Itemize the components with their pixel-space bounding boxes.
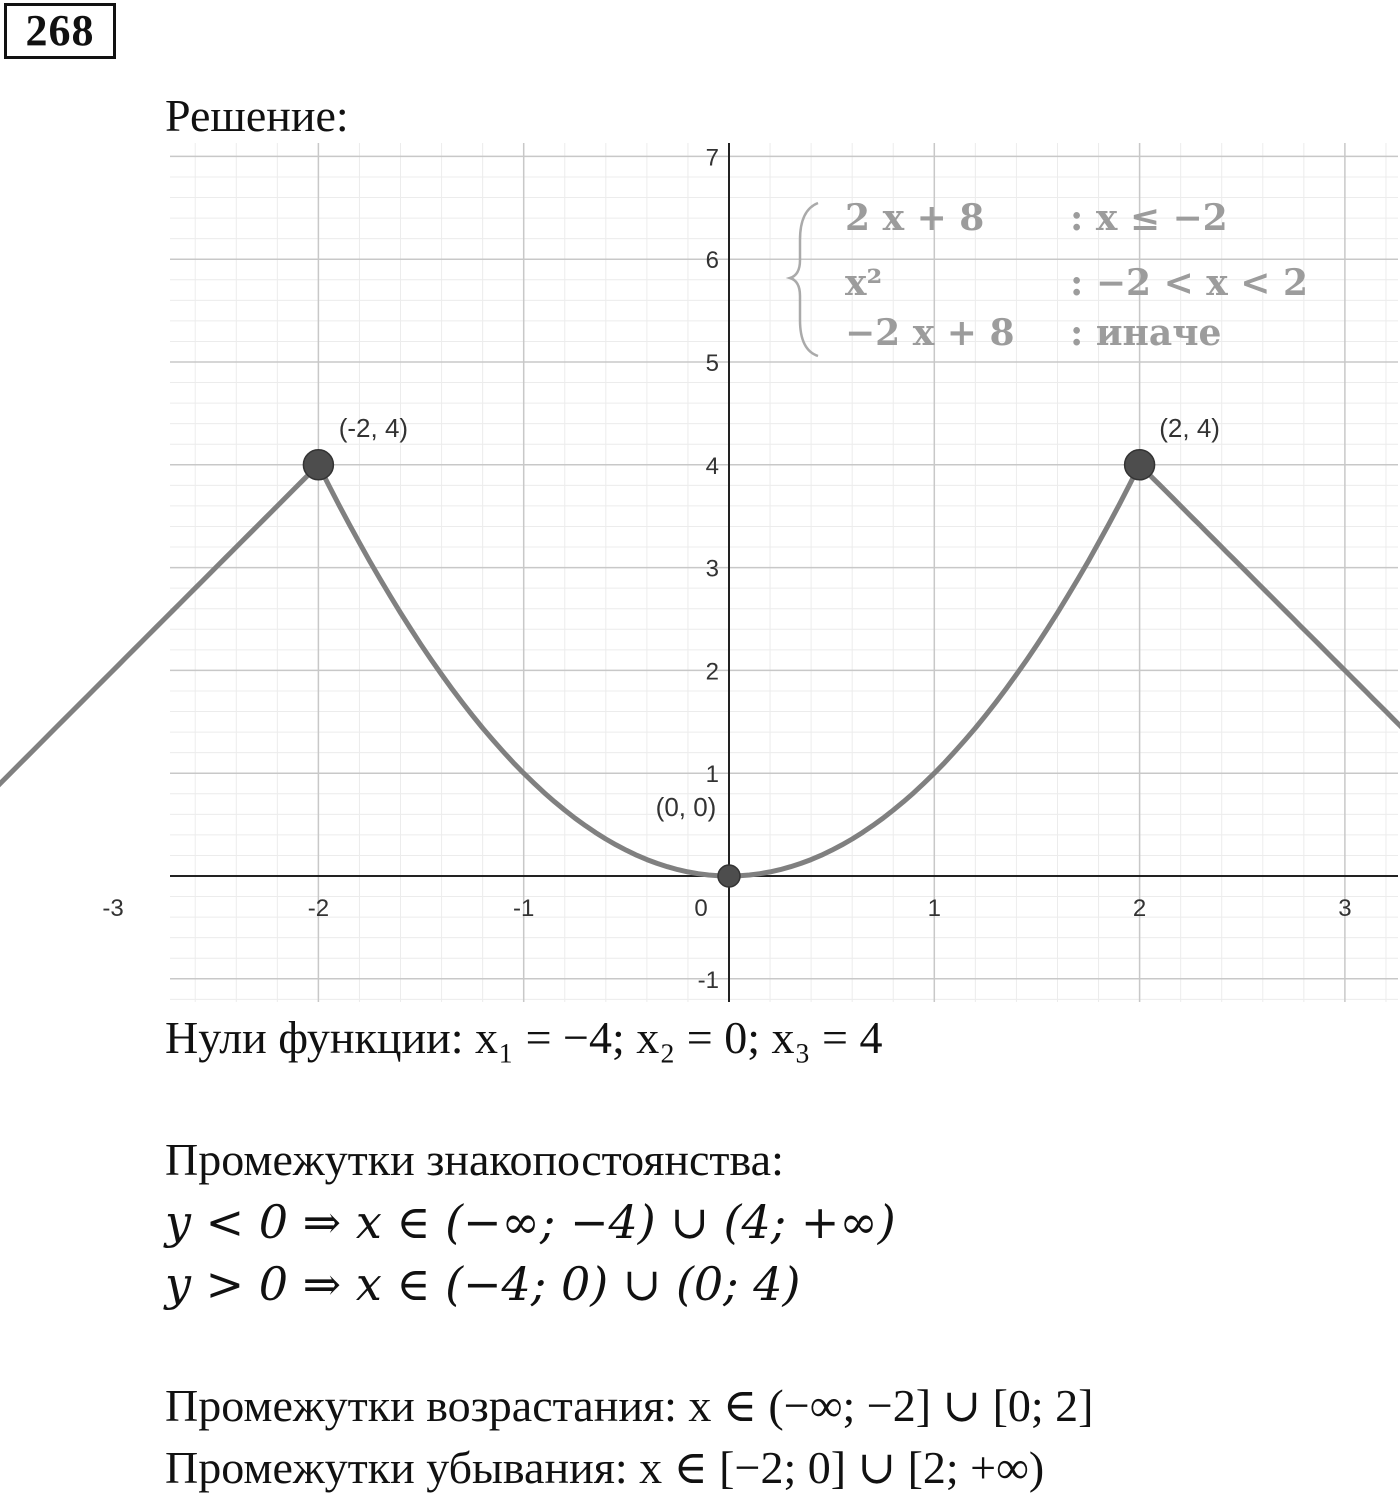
point-label: (2, 4) (1159, 412, 1220, 443)
zeros-line: Нули функции: x₁ = −4; x₂ = 0; x₃ = 4 (165, 1012, 883, 1063)
legend-cond: : x ≤ −2 (1070, 197, 1228, 239)
sign-negative: y < 0 ⇒ x ∈ (−∞; −4) ∪ (4; +∞) (165, 1195, 896, 1249)
legend-cond: : иначе (1070, 312, 1222, 354)
y-tick-label: 7 (705, 144, 719, 172)
legend-expr: 2 x + 8 (845, 197, 985, 239)
point-marker (303, 450, 333, 480)
x-tick-label: -3 (102, 895, 124, 922)
x-tick-label: -2 (307, 895, 330, 922)
x-tick-label: 2 (1132, 895, 1147, 922)
x-tick-label: 3 (1338, 895, 1352, 922)
key-points (0, 413, 1400, 891)
point-label: (0, 0) (655, 792, 717, 822)
problem-number: 268 (4, 3, 116, 59)
x-tick-label: 0 (694, 895, 708, 922)
sign-positive: y > 0 ⇒ x ∈ (−4; 0) ∪ (0; 4) (165, 1257, 801, 1311)
piecewise-legend (790, 197, 1308, 356)
x-tick-label: 1 (927, 895, 941, 922)
point-label: (-2, 4) (338, 412, 409, 443)
y-tick-label: 4 (705, 452, 719, 480)
y-tick-label: 3 (705, 555, 719, 583)
y-tick-label: 5 (705, 350, 719, 377)
point-marker (718, 865, 740, 887)
sign-title: Промежутки знакопостоянства: (165, 1134, 784, 1185)
legend-cond: : −2 < x < 2 (1070, 262, 1309, 304)
decreasing-intervals: Промежутки убывания: x ∈ [−2; 0] ∪ [2; +∞) (165, 1442, 1045, 1493)
increasing-intervals: Промежутки возрастания: x ∈ (−∞; −2] ∪ [0; 2] (165, 1380, 1094, 1431)
y-tick-label: 1 (705, 761, 719, 789)
legend-expr: x² (845, 262, 883, 304)
y-tick-label: 2 (705, 658, 719, 686)
legend-expr: −2 x + 8 (845, 312, 1015, 354)
y-tick-label: 6 (705, 247, 719, 275)
y-tick-label: -1 (697, 966, 719, 994)
x-tick-label: -1 (513, 895, 535, 922)
point-marker (1125, 450, 1155, 480)
solution-heading: Решение: (165, 90, 349, 141)
